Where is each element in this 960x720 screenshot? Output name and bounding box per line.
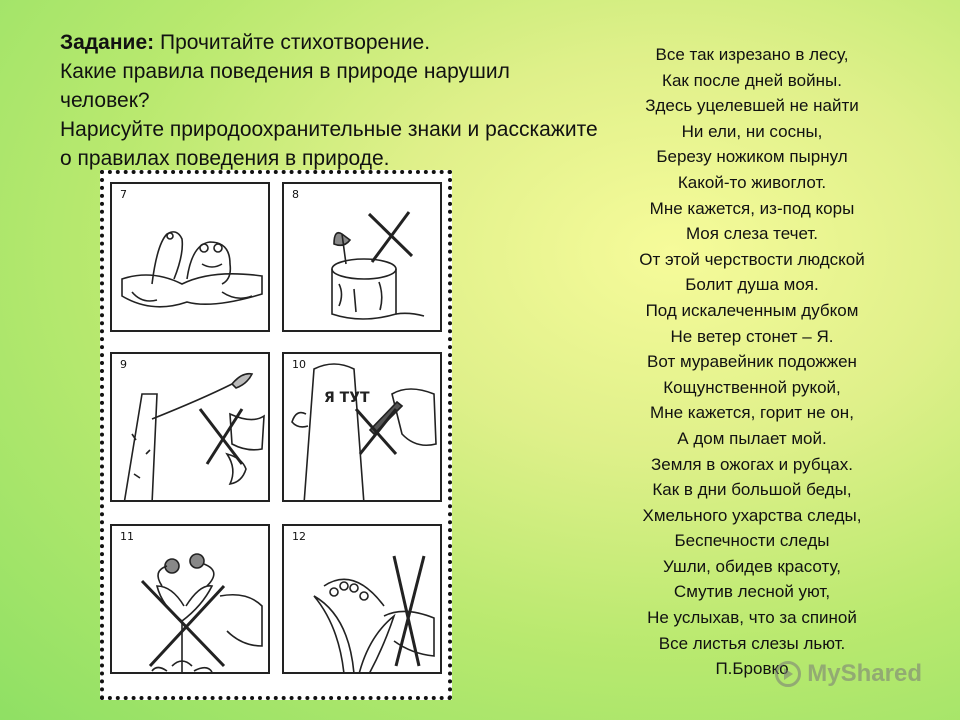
poem-line: Все листья слезы льют. [658, 633, 846, 653]
poem-line: Мне кажется, из-под коры [649, 198, 855, 218]
panel-number: 9 [120, 358, 127, 371]
poem-line: Ушли, обидев красоту, [663, 556, 841, 576]
poem-line: Беспечности следы [674, 531, 830, 551]
watermark [775, 660, 922, 688]
axe-in-stump-crossed-icon [284, 184, 442, 332]
picking-lily-crossed-icon [284, 526, 442, 674]
poem [592, 42, 912, 682]
poem-line: Ни ели, ни сосны, [681, 121, 823, 141]
poem-line: Под искалеченным дубком [645, 300, 859, 320]
task-line-3: Нарисуйте природоохранительные знаки и расскажите о правилах поведения в природе. [60, 118, 598, 170]
poem-author: П.Бровко [715, 659, 789, 679]
poem-line: Смутив лесной уют, [673, 582, 831, 602]
poem-line: От этой черствости людской [639, 249, 865, 269]
poem-line: Не услыхав, что за спиной [647, 608, 857, 628]
carving-tree-crossed-icon [284, 354, 442, 502]
panel-number: 10 [292, 358, 306, 371]
panel-number: 12 [292, 530, 306, 543]
task-text [60, 28, 600, 173]
poem-line: А дом пылает мой. [677, 428, 827, 448]
poem-line: Моя слеза течет. [685, 224, 819, 244]
poem-line: Все так изрезано в лесу, [655, 45, 849, 64]
poem-line: Как после дней войны. [662, 70, 842, 90]
task-line-2: Какие правила поведения в природе нарушил человек? [60, 60, 510, 112]
panel-8 [282, 182, 442, 332]
poem-line: Земля в ожогах и рубцах. [651, 454, 853, 474]
poem-line: Мне кажется, горит не он, [650, 403, 854, 423]
play-icon [775, 661, 801, 687]
poem-line: Болит душа моя. [685, 275, 819, 295]
poem-line: Березу ножиком пырнул [656, 147, 848, 167]
breaking-branch-crossed-icon [112, 354, 270, 502]
panel-9 [110, 352, 270, 502]
panel-number: 7 [120, 188, 127, 201]
poem-line: Как в дни большой беды, [652, 480, 852, 500]
poem-line: Здесь уцелевшей не найти [645, 96, 859, 116]
picking-flowers-crossed-icon [112, 526, 270, 674]
watermark-text: MyShared [807, 660, 922, 687]
panel-11 [110, 524, 270, 674]
task-line-1: Прочитайте стихотворение. [159, 31, 431, 54]
panel-number: 11 [120, 530, 134, 543]
panel-7 [110, 182, 270, 332]
illustration-frame [100, 170, 452, 700]
poem-line: Не ветер стонет – Я. [670, 326, 834, 346]
poem-line: Вот муравейник подожжен [647, 352, 857, 372]
poem-line: Кощунственной рукой, [663, 377, 841, 397]
task-label: Задание: [60, 31, 155, 54]
poem-line: Хмельного ухарства следы, [642, 505, 862, 525]
poem-line: Какой-то живоглот. [677, 172, 827, 192]
panel-12 [282, 524, 442, 674]
panel-number: 8 [292, 188, 299, 201]
panel-10 [282, 352, 442, 502]
carved-text: Я ТУТ [324, 390, 370, 406]
hands-holding-animals-icon [112, 184, 270, 332]
